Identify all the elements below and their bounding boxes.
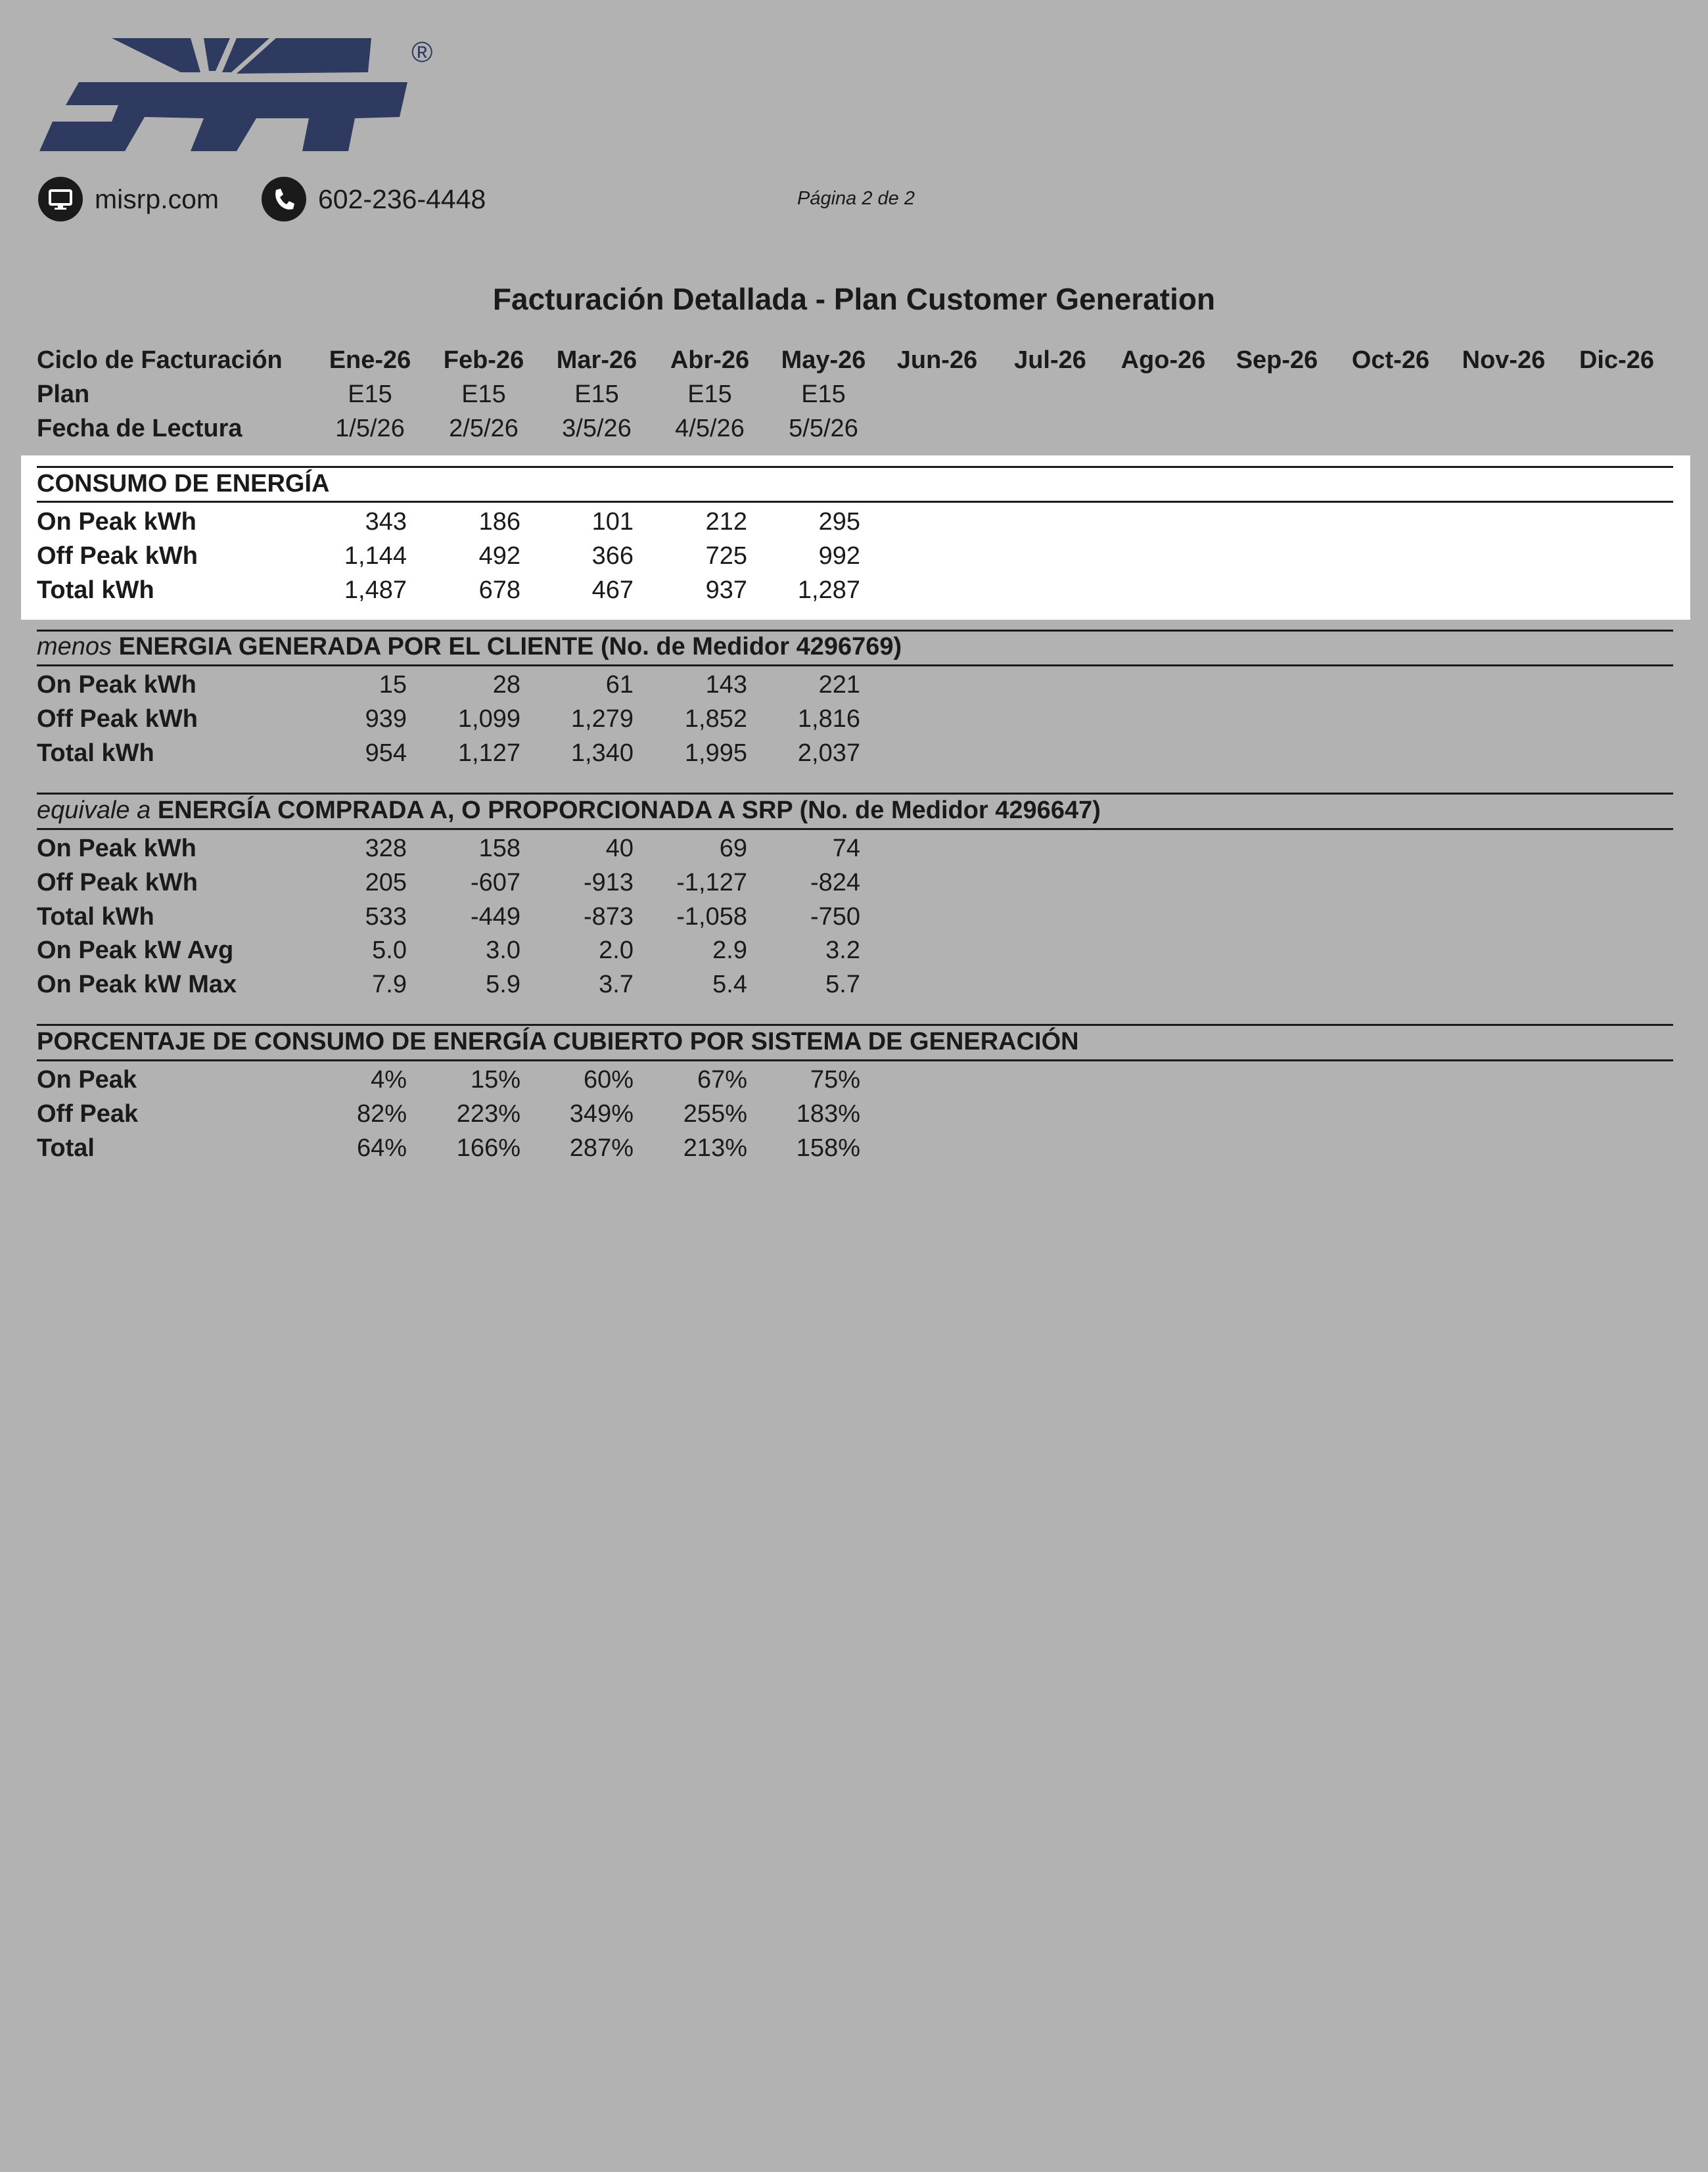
cell-value: 40 <box>605 835 634 862</box>
fecha-value: 2/5/26 <box>449 415 519 442</box>
cell-value: 223% <box>456 1100 520 1128</box>
row-label: On Peak kWh <box>37 835 196 862</box>
cell-value: 213% <box>683 1134 747 1162</box>
month-header: Oct-26 <box>1351 346 1430 374</box>
cell-value: 937 <box>705 576 747 604</box>
table-row <box>0 831 1708 866</box>
cell-value: 75% <box>810 1066 860 1094</box>
cell-value: 166% <box>456 1134 520 1162</box>
table-row <box>0 967 1708 1002</box>
cell-value: 212 <box>705 508 747 536</box>
row-label: On Peak kWh <box>37 508 196 536</box>
cell-value: 143 <box>705 671 747 699</box>
cell-value: 1,995 <box>684 739 747 767</box>
contact-phone[interactable] <box>262 176 486 222</box>
table-row <box>0 866 1708 900</box>
divider <box>37 501 1673 503</box>
cell-value: 221 <box>818 671 860 699</box>
cell-value: 64% <box>356 1134 407 1162</box>
phone-icon <box>262 177 306 221</box>
cell-value: 1,487 <box>344 576 407 604</box>
month-header: Feb-26 <box>443 346 524 374</box>
row-label: On Peak kW Max <box>37 971 237 998</box>
cell-value: 4% <box>371 1066 407 1094</box>
cell-value: -449 <box>470 903 520 931</box>
phone-number[interactable]: 602-236-4448 <box>318 183 486 214</box>
cell-value: 5.4 <box>712 971 747 998</box>
divider <box>37 828 1673 830</box>
cell-value: 7.9 <box>372 971 407 998</box>
month-header: Mar-26 <box>556 346 637 374</box>
header-row-plan <box>0 377 1708 411</box>
cell-value: 1,852 <box>684 705 747 733</box>
plan-value: E15 <box>801 381 846 408</box>
cell-value: 183% <box>796 1100 860 1128</box>
plan-value: E15 <box>348 381 392 408</box>
cell-value: 15% <box>470 1066 520 1094</box>
cell-value: -1,127 <box>676 869 747 896</box>
cell-value: 101 <box>591 508 634 536</box>
table-row <box>0 539 1708 573</box>
row-label: Total kWh <box>37 903 154 931</box>
consumo-section-title: CONSUMO DE ENERGÍA <box>37 470 330 497</box>
month-header: Ene-26 <box>329 346 411 374</box>
month-header: Jul-26 <box>1014 346 1086 374</box>
generada-section-title: menos ENERGIA GENERADA POR EL CLIENTE (No. de Medidor 4296769) <box>37 633 902 660</box>
cell-value: 3.0 <box>486 936 520 964</box>
row-label: Total kWh <box>37 739 154 767</box>
header-row-ciclo <box>0 343 1708 377</box>
cell-value: 1,099 <box>457 705 520 733</box>
cell-value: 186 <box>478 508 520 536</box>
table-row <box>0 702 1708 736</box>
ciclo-label: Ciclo de Facturación <box>37 346 283 374</box>
row-label: Off Peak kWh <box>37 542 198 570</box>
cell-value: 533 <box>365 903 407 931</box>
row-label: On Peak <box>37 1066 137 1094</box>
divider <box>37 1059 1673 1061</box>
divider <box>37 664 1673 666</box>
cell-value: 158% <box>796 1134 860 1162</box>
cell-value: -824 <box>810 869 860 896</box>
cell-value: 939 <box>365 705 407 733</box>
row-label: On Peak kW Avg <box>37 936 234 964</box>
cell-value: 2.0 <box>599 936 634 964</box>
cell-value: 28 <box>492 671 520 699</box>
cell-value: 67% <box>697 1066 747 1094</box>
plan-value: E15 <box>687 381 732 408</box>
website-link[interactable]: misrp.com <box>95 183 219 214</box>
cell-value: 158 <box>478 835 520 862</box>
cell-value: 343 <box>365 508 407 536</box>
fecha-label: Fecha de Lectura <box>37 415 242 442</box>
row-label: Off Peak kWh <box>37 869 198 896</box>
porcentaje-section-title: PORCENTAJE DE CONSUMO DE ENERGÍA CUBIERTO POR SISTEMA DE GENERACIÓN <box>37 1028 1079 1055</box>
cell-value: 954 <box>365 739 407 767</box>
cell-value: -1,058 <box>676 903 747 931</box>
month-header: Jun-26 <box>896 346 978 374</box>
fecha-value: 5/5/26 <box>789 415 858 442</box>
cell-value: 349% <box>569 1100 634 1128</box>
month-header: Sep-26 <box>1235 346 1318 374</box>
cell-value: 205 <box>365 869 407 896</box>
row-label: Off Peak kWh <box>37 705 198 733</box>
cell-value: 295 <box>818 508 860 536</box>
cell-value: 60% <box>583 1066 634 1094</box>
cell-value: 2.9 <box>712 936 747 964</box>
fecha-value: 4/5/26 <box>675 415 745 442</box>
cell-value: 69 <box>719 835 747 862</box>
cell-value: 1,279 <box>570 705 634 733</box>
page-indicator: Página 2 de 2 <box>797 188 915 209</box>
cell-value: 725 <box>705 542 747 570</box>
month-header: Nov-26 <box>1462 346 1546 374</box>
cell-value: 61 <box>605 671 634 699</box>
month-header: Ago-26 <box>1120 346 1206 374</box>
table-row <box>0 505 1708 539</box>
cell-value: 366 <box>591 542 634 570</box>
cell-value: 255% <box>683 1100 747 1128</box>
table-row <box>0 1097 1708 1131</box>
cell-value: 492 <box>478 542 520 570</box>
cell-value: 328 <box>365 835 407 862</box>
monitor-icon <box>38 177 83 221</box>
table-row <box>0 668 1708 702</box>
table-row <box>0 1063 1708 1097</box>
cell-value: 1,127 <box>457 739 520 767</box>
table-row <box>0 736 1708 770</box>
cell-value: 3.7 <box>599 971 634 998</box>
plan-value: E15 <box>574 381 619 408</box>
cell-value: -750 <box>810 903 860 931</box>
registered-mark: ® <box>411 36 433 68</box>
row-label: Total <box>37 1134 95 1162</box>
header-row-fecha <box>0 411 1708 446</box>
page-title: Facturación Detallada - Plan Customer Generation <box>492 282 1216 316</box>
table-row <box>0 900 1708 934</box>
cell-value: -913 <box>583 869 634 896</box>
fecha-value: 3/5/26 <box>562 415 632 442</box>
cell-value: 5.7 <box>825 971 860 998</box>
plan-label: Plan <box>37 381 90 408</box>
table-row <box>0 933 1708 967</box>
month-header: Abr-26 <box>670 346 750 374</box>
cell-value: 287% <box>569 1134 634 1162</box>
cell-value: 5.0 <box>372 936 407 964</box>
month-header: May-26 <box>781 346 866 374</box>
cell-value: 5.9 <box>486 971 520 998</box>
cell-value: 82% <box>356 1100 407 1128</box>
cell-value: -873 <box>583 903 634 931</box>
cell-value: 467 <box>591 576 634 604</box>
contact-website[interactable] <box>38 176 219 222</box>
cell-value: 2,037 <box>797 739 860 767</box>
row-label: Off Peak <box>37 1100 139 1128</box>
cell-value: 15 <box>379 671 407 699</box>
cell-value: 3.2 <box>825 936 860 964</box>
cell-value: 1,144 <box>344 542 407 570</box>
row-label: Total kWh <box>37 576 154 604</box>
cell-value: -607 <box>470 869 520 896</box>
table-row <box>0 1131 1708 1165</box>
cell-value: 678 <box>478 576 520 604</box>
cell-value: 992 <box>818 542 860 570</box>
comprada-section-title: equivale a ENERGÍA COMPRADA A, O PROPORCIONADA A SRP (No. de Medidor 4296647) <box>37 797 1101 824</box>
cell-value: 1,287 <box>797 576 860 604</box>
fecha-value: 1/5/26 <box>335 415 405 442</box>
cell-value: 1,816 <box>797 705 860 733</box>
plan-value: E15 <box>461 381 506 408</box>
month-header: Dic-26 <box>1579 346 1655 374</box>
cell-value: 1,340 <box>570 739 634 767</box>
row-label: On Peak kWh <box>37 671 196 699</box>
table-row <box>0 573 1708 607</box>
srp-logo <box>39 33 447 158</box>
cell-value: 74 <box>832 835 860 862</box>
